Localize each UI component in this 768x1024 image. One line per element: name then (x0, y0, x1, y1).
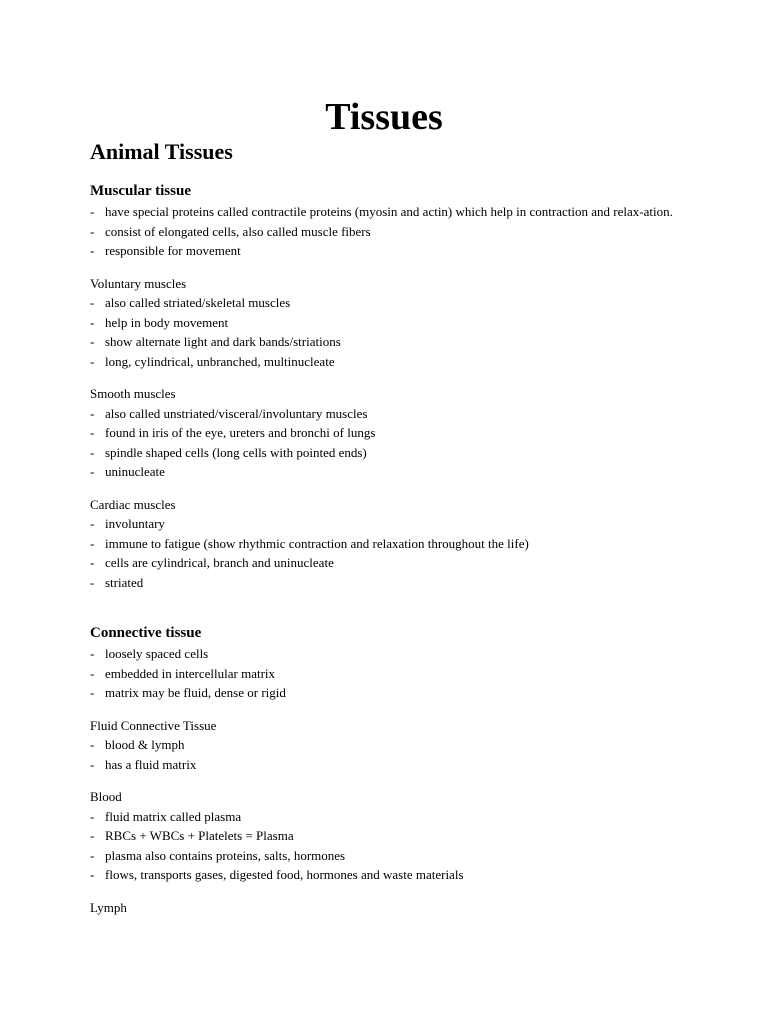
list-cardiac-muscles (90, 514, 690, 592)
list-item: - loosely spaced cells (90, 646, 209, 661)
list-item: - also called unstriated/visceral/involuntary muscles (90, 405, 368, 421)
list-blood (90, 807, 690, 885)
list-item: - striated (90, 574, 144, 590)
heading-blood: Blood (90, 789, 122, 804)
list-item: - long, cylindrical, unbranched, multinucleate (90, 353, 335, 369)
list-item: - responsible for movement (90, 243, 241, 258)
list-item: - RBCs + WBCs + Platelets = Plasma (90, 828, 294, 843)
list-item: - involuntary (90, 516, 165, 531)
list-voluntary-muscles (90, 293, 690, 371)
list-item: - has a fluid matrix (90, 756, 197, 772)
list-item: - immune to fatigue (show rhythmic contraction and relaxation throughout the life) (90, 535, 529, 551)
list-item: - flows, transports gases, digested food, hormones and waste materials (90, 867, 464, 882)
list-item: - consist of elongated cells, also called muscle fibers (90, 223, 371, 239)
list-item: - matrix may be fluid, dense or rigid (90, 685, 286, 700)
list-connective-tissue (90, 644, 690, 703)
list-item: - uninucleate (90, 464, 165, 479)
heading-lymph: Lymph (90, 899, 127, 915)
list-fluid-connective-tissue (90, 735, 690, 774)
heading-fluid-connective-tissue: Fluid Connective Tissue (90, 717, 217, 733)
list-item: - show alternate light and dark bands/striations (90, 334, 341, 349)
list-item: - fluid matrix called plasma (90, 808, 242, 824)
list-item: - spindle shaped cells (long cells with pointed ends) (90, 444, 367, 460)
heading-voluntary-muscles: Voluntary muscles (90, 275, 187, 291)
list-item: - found in iris of the eye, ureters and bronchi of lungs (90, 425, 376, 440)
heading-muscular-tissue: Muscular tissue (90, 183, 191, 199)
list-smooth-muscles (90, 404, 690, 482)
list-item: - blood & lymph (90, 737, 185, 752)
heading-smooth-muscles: Smooth muscles (90, 386, 176, 401)
heading-connective-tissue: Connective tissue (90, 625, 202, 641)
list-muscular-tissue (90, 202, 690, 261)
heading-cardiac-muscles: Cardiac muscles (90, 496, 176, 512)
list-item: - embedded in intercellular matrix (90, 665, 276, 681)
list-item: - have special proteins called contractile proteins (myosin and actin) which help in contraction and relax-ation. (90, 204, 673, 219)
list-item: - cells are cylindrical, branch and uninucleate (90, 555, 334, 570)
list-item: - plasma also contains proteins, salts, hormones (90, 847, 346, 863)
list-item: - help in body movement (90, 314, 229, 330)
document-body (90, 180, 690, 917)
list-item: - also called striated/skeletal muscles (90, 295, 291, 310)
document-title: Tissues (325, 96, 443, 138)
section-title-animal-tissues: Animal Tissues (90, 139, 233, 164)
